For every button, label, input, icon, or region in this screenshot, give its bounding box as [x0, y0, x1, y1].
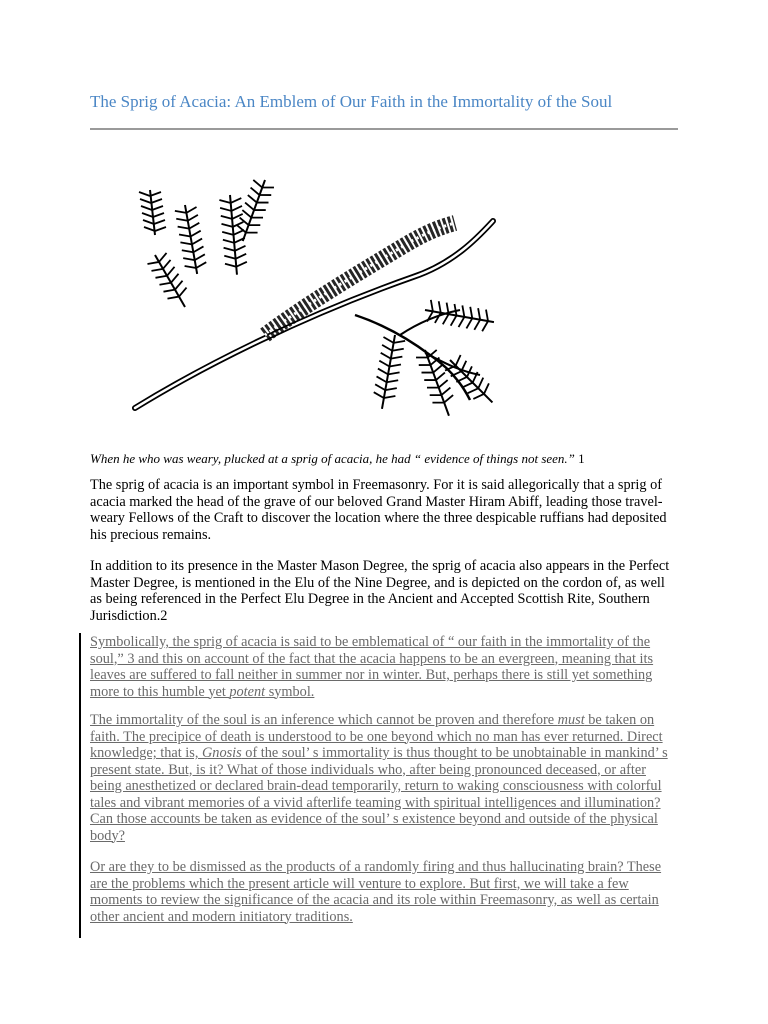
- paragraph-4-emphasis-gnosis: Gnosis: [201, 745, 242, 761]
- paragraph-4-text-e: of the soul’ s immortality is thus thought to be unobtainable in mankind’ s present state. But, is it? What of those individuals who, after being pronounced deceased, or after being anesthetized or declared brain-dead temporarily, return to waking consciousness with colorful tales and vibrant memories of a vivid afterlife teaming with spiritual intelligences and illumination? Can those accounts be taken as evidence of the soul’ s existence beyond and outside of the physical body?: [90, 745, 668, 844]
- title-rule: [90, 128, 678, 130]
- paragraph-4: [90, 712, 680, 844]
- paragraph-3-emphasis: potent: [229, 683, 266, 700]
- caption-footnote-ref: 1: [578, 451, 585, 466]
- paragraph-1: The sprig of acacia is an important symbol in Freemasonry. For it is said allegorically that a sprig of acacia marked the head of the grave of our beloved Grand Master Hiram Abiff, leading those travel-weary Fellows of the Craft to discover the location where the three despicable ruffians had deposited his precious remains.: [90, 477, 667, 543]
- paragraph-4-emphasis-must: must: [557, 712, 585, 728]
- change-bar: [79, 633, 81, 938]
- acacia-sprig-illustration: [125, 165, 515, 430]
- paragraph-2: In addition to its presence in the Master Mason Degree, the sprig of acacia also appears in the Perfect Master Degree, is mentioned in the Elu of the Nine Degree, and is depicted on the cordon of, as well as being referenced in the Perfect Elu Degree in the Ancient and Accepted Scottish Rite, Southern Jurisdiction.2: [90, 558, 670, 624]
- caption-text: When he who was weary, plucked at a sprig of acacia, he had “ evidence of things not seen.”: [90, 451, 575, 466]
- figure-caption: [90, 451, 690, 467]
- paragraph-3-text-a: Symbolically, the sprig of acacia is said to be emblematical of “ our faith in the immortality of the soul,” 3 and this on account of the fact that the acacia happens to be an evergreen, meaning that its leaves are suffered to fall neither in summer nor in winter. But, perhaps there is still yet something more to this humble yet: [90, 634, 654, 700]
- paragraph-4-text-c: be taken on faith. The precipice of death is understood to be one beyond which no man has ever returned. Direct knowledge; that is,: [90, 712, 663, 761]
- paragraph-3: [90, 634, 680, 700]
- paragraph-3-text-c: symbol.: [265, 683, 315, 700]
- document-title: The Sprig of Acacia: An Emblem of Our Faith in the Immortality of the Soul: [90, 92, 613, 111]
- paragraph-4-text-a: The immortality of the soul is an inference which cannot be proven and therefore: [90, 712, 558, 728]
- paragraph-5: Or are they to be dismissed as the products of a randomly firing and thus hallucinating brain? These are the problems which the present article will venture to explore. But first, we will take a few moments to review the significance of the acacia and its role within Freemasonry, as well as certain other ancient and modern initiatory traditions.: [90, 859, 662, 925]
